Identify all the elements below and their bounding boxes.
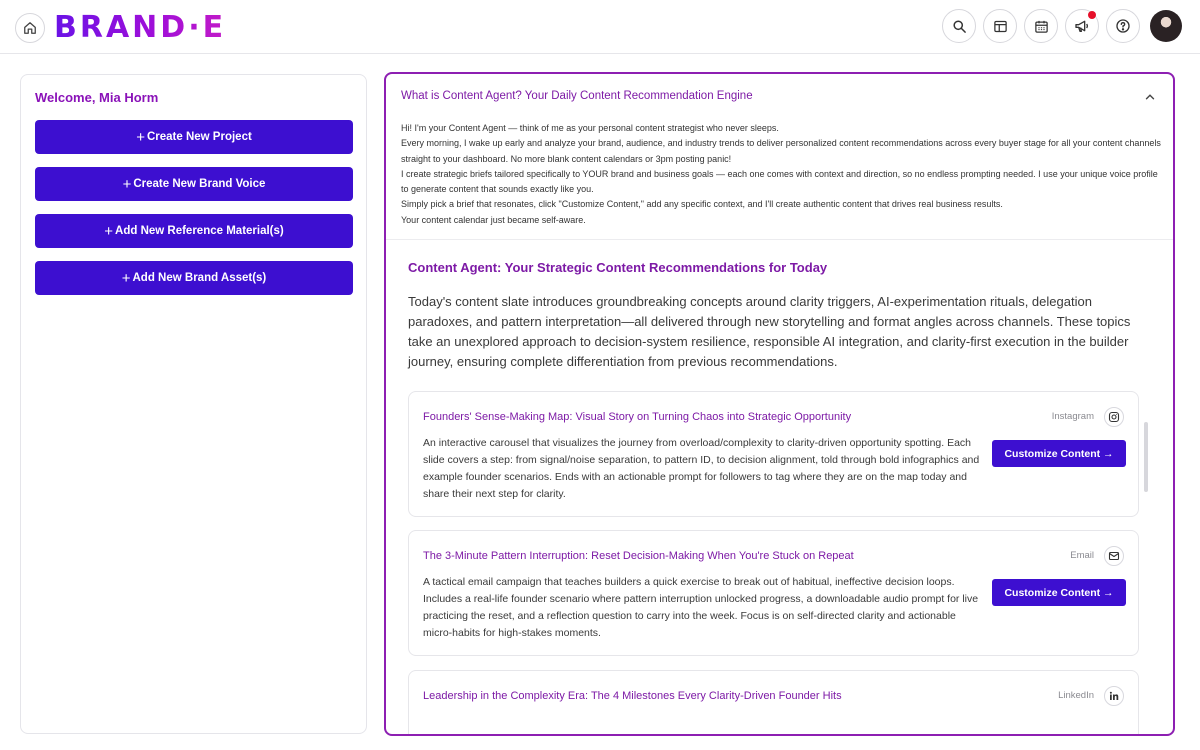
plus-icon: + (104, 222, 114, 240)
intro-line: Simply pick a brief that resonates, click "Customize Content," add any specific context, and I'll create authentic content that drives real business results. (401, 199, 1003, 210)
card-description: An interactive carousel that visualizes the journey from overload/complexity to clarity-driven opportunity spotting. Each slide covers a step: from signal/noise separation, to pattern ID, to decision alignment, told through bold infographics and example founder scenarios. Ends with an actionable prompt for followers to tag where they are on the map today and share their next step for clarity. (423, 437, 980, 500)
plus-icon: + (121, 269, 131, 287)
scrollbar-thumb[interactable] (1144, 422, 1148, 492)
accordion-title[interactable]: What is Content Agent? Your Daily Content Recommendation Engine (401, 90, 753, 102)
intro-text (401, 121, 1161, 228)
recommendation-card (408, 391, 1139, 517)
add-reference-material-button[interactable] (35, 214, 353, 248)
notification-dot (1088, 11, 1096, 19)
recommendation-card (408, 530, 1139, 656)
layout-icon (993, 19, 1008, 34)
intro-line: Your content calendar just became self-aware. (401, 214, 586, 225)
help-button[interactable] (1106, 9, 1140, 43)
sidebar-panel (20, 74, 367, 734)
layout-button[interactable] (983, 9, 1017, 43)
create-new-project-label: Create New Project (146, 131, 252, 143)
content-agent-accordion (386, 74, 1173, 240)
calendar-button[interactable] (1024, 9, 1058, 43)
help-icon (1115, 18, 1131, 34)
recommendation-card (408, 670, 1139, 736)
add-brand-asset-label: Add New Brand Asset(s) (132, 272, 267, 284)
create-new-project-button[interactable] (35, 120, 353, 154)
top-header (0, 0, 1200, 54)
customize-content-button[interactable]: Customize Content → (992, 440, 1126, 467)
intro-line: Hi! I'm your Content Agent — think of me as your personal content strategist who never sleeps. (401, 123, 779, 133)
megaphone-icon (1074, 18, 1090, 34)
card-description: A tactical email campaign that teaches builders a quick exercise to break out of habitual, ineffective decision loops. Includes a real-life founder scenario where pattern interruption unlocked progress, a downloadable audio prompt for live practicing the reset, and a reflection question to carry into the week. Focus is on self-directed clarity and actionable micro-habits for high-stakes moments. (423, 576, 979, 639)
card-title[interactable]: Founders' Sense-Making Map: Visual Story on Turning Chaos into Strategic Opportunity (423, 411, 852, 423)
home-icon (23, 21, 37, 35)
linkedin-icon (1104, 686, 1124, 706)
channel-label: Instagram (1051, 411, 1094, 422)
create-new-brand-voice-label: Create New Brand Voice (133, 178, 266, 190)
instagram-icon (1104, 407, 1124, 427)
add-reference-material-label: Add New Reference Material(s) (115, 225, 284, 237)
plus-icon: + (136, 128, 145, 146)
plus-icon: + (122, 175, 132, 193)
customize-content-button[interactable]: Customize Content → (992, 579, 1126, 606)
recommendations-summary: Today's content slate introduces groundbreaking concepts around clarity triggers, AI-experimentation rituals, delegation paradoxes, and pattern interpretation—all delivered through new storytelling and format angles across channels. These topics take an unexplored approach to decision-system resilience, responsible AI integration, and clarity-first execution in the builder journey, ensuring complete differentiation from previous recommendations. (408, 294, 1131, 369)
channel-label: LinkedIn (1058, 690, 1094, 701)
brand-logo-text: BRAND·E (54, 9, 227, 45)
brand-logo[interactable] (54, 9, 226, 45)
mail-icon (1104, 546, 1124, 566)
chevron-up-icon[interactable] (1143, 90, 1157, 104)
add-brand-asset-button[interactable] (35, 261, 353, 295)
channel-label: Email (1070, 550, 1094, 561)
avatar[interactable] (1150, 10, 1182, 42)
search-icon (952, 19, 967, 34)
section-title: Content Agent: Your Strategic Content Recommendations for Today (408, 260, 828, 275)
card-title[interactable]: Leadership in the Complexity Era: The 4 Milestones Every Clarity-Driven Founder Hits (423, 690, 842, 702)
create-new-brand-voice-button[interactable] (35, 167, 353, 201)
announcements-button[interactable] (1065, 9, 1099, 43)
content-agent-panel (384, 72, 1175, 736)
calendar-icon (1034, 19, 1049, 34)
search-button[interactable] (942, 9, 976, 43)
home-button[interactable] (15, 13, 45, 43)
welcome-text: Welcome, Mia Horm (35, 90, 159, 105)
intro-line: Every morning, I wake up early and analyze your brand, audience, and industry trends to deliver personalized content recommendations across every buyer stage for all your content channels straight to your dashboard. No more blank content calendars or 3pm posting panic! (401, 138, 1161, 164)
card-title[interactable]: The 3-Minute Pattern Interruption: Reset Decision-Making When You're Stuck on Repeat (423, 550, 854, 562)
intro-line: I create strategic briefs tailored specifically to YOUR brand and business goals — each one comes with context and direction, so no endless prompting needed. I use your unique voice profile to generate content that sounds exactly like you. (401, 168, 1158, 195)
